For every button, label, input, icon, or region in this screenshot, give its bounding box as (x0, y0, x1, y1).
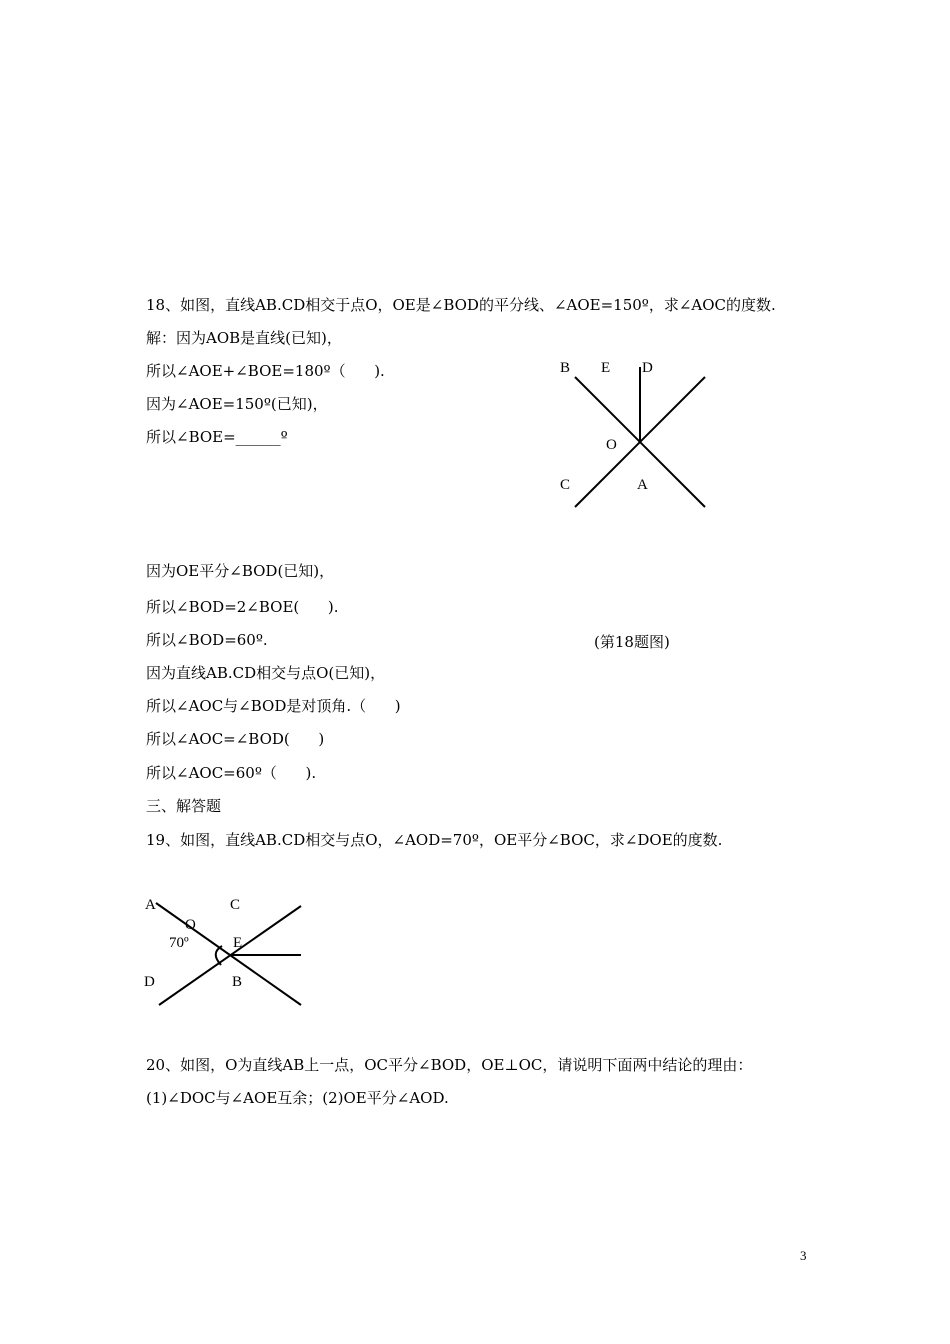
q19-label-a: A (145, 897, 156, 913)
q18-label-d: D (642, 360, 653, 376)
q18-step-5: 因为OE平分∠BOD(已知)， (146, 562, 335, 580)
q18-label-o: O (606, 437, 617, 453)
q18-step-8: 因为直线AB.CD相交与点O(已知)， (146, 664, 386, 682)
q19-label-o: O (185, 917, 196, 933)
q18-label-a: A (637, 477, 648, 493)
q18-step-10: 所以∠AOC=∠BOD( ) (146, 730, 325, 748)
q19-label-d: D (144, 974, 155, 990)
q19-label-angle: 70º (169, 935, 189, 951)
q18-step-11: 所以∠AOC=60º（ ). (146, 764, 317, 782)
q19-figure (140, 890, 320, 1020)
q18-question: 18、如图，直线AB.CD相交于点O，OE是∠BOD的平分线、∠AOE=150º，求∠AOC的度数. (146, 296, 776, 314)
q19-question: 19、如图，直线AB.CD相交与点O，∠AOD=70º，OE平分∠BOC，求∠DOE的度数. (146, 831, 723, 849)
q18-step-3: 因为∠AOE=150º(已知)， (146, 395, 328, 413)
page-number: 3 (800, 1248, 807, 1263)
q18-step-2: 所以∠AOE+∠BOE=180º（ ). (146, 362, 385, 380)
q18-step-1: 解：因为AOB是直线(已知)， (146, 329, 342, 347)
q20-parts: (1)∠DOC与∠AOE互余；(2)OE平分∠AOD. (146, 1089, 449, 1107)
q19-label-c: C (230, 897, 241, 913)
q18-label-e: E (601, 360, 611, 376)
q18-step-4: 所以∠BOE=______º (146, 428, 288, 446)
q18-figure (550, 350, 730, 520)
q18-figure-caption: (第18题图) (594, 633, 670, 651)
q19-label-b: B (232, 974, 243, 990)
q18-step-7: 所以∠BOD=60º. (146, 631, 268, 649)
q20-question: 20、如图，O为直线AB上一点，OC平分∠BOD，OE⊥OC，请说明下面两中结论的理由： (146, 1056, 753, 1074)
q18-label-c: C (560, 477, 571, 493)
section-title: 三、解答题 (146, 797, 222, 815)
q18-step-9: 所以∠AOC与∠BOD是对顶角.（ ) (146, 697, 401, 715)
q18-step-6: 所以∠BOD=2∠BOE( ). (146, 598, 339, 616)
q18-label-b: B (560, 360, 571, 376)
q19-label-e: E (233, 935, 243, 951)
